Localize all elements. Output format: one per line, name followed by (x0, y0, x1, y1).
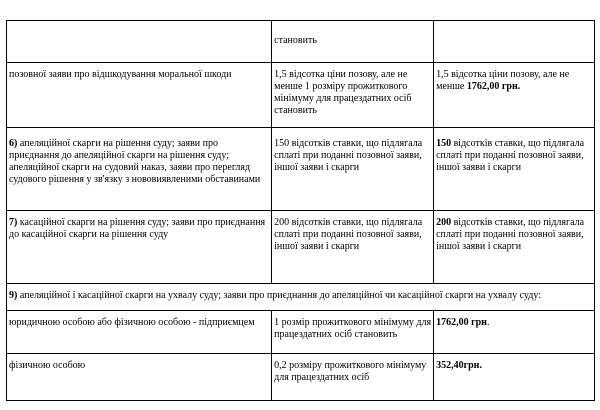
cell-section-heading (7, 284, 595, 311)
amount-text: відсотків ставки, що підлягала сплаті при поданні позовної заяви, іншої заяви і скарги (436, 217, 585, 252)
item-number: 9) (9, 290, 18, 301)
cell-rate: 1,5 відсотка ціни позову, але не менше 1 розміру прожиткового мінімуму для працездатних осіб становить (272, 63, 434, 128)
cell-subject (7, 211, 272, 284)
cell-subject (7, 21, 272, 63)
table-row (7, 284, 595, 311)
table-row (7, 21, 595, 63)
table-row (7, 354, 595, 401)
cell-amount (434, 63, 595, 128)
amount-text: 1,5 відсотка ціни позову, але не менше (436, 69, 570, 92)
section-text: апеляційної і касаційної скарги на ухвалу суду; заяви про приєднання до апеляційної чи касаційної скарги на ухвалу суду: (17, 290, 541, 301)
table-row (7, 128, 595, 211)
item-number: 6) (9, 138, 18, 149)
amount-value: 150 (436, 138, 452, 149)
cell-rate: 150 відсотків ставки, що підлягала сплаті при поданні позовної заяви, іншої заяви і скарги (272, 128, 434, 211)
cell-amount (434, 128, 595, 211)
item-number: 7) (9, 217, 18, 228)
subject-text: апеляційної скарги на рішення суду; заяви про приєднання до апеляційної скарги на рішення суду; апеляційної скарги на судовий наказ, заяви про перегляд судового рішення у зв'язку з нововиявленими обставинами (9, 138, 261, 185)
cell-subject: фізичною особою (7, 354, 272, 401)
cell-rate: 1 розмір прожиткового мінімуму для працездатних осіб становить (272, 311, 434, 354)
amount-value: 1762,00 грн (436, 317, 487, 328)
cell-amount (434, 211, 595, 284)
table-row (7, 311, 595, 354)
amount-text: . (486, 317, 490, 328)
cell-rate: 0,2 розміру прожиткового мінімуму для працездатних осіб (272, 354, 434, 401)
cell-amount (434, 354, 595, 401)
amount-text: відсотків ставки, що підлягала сплаті при поданні позовної заяви, іншої заяви і скарги (436, 138, 585, 173)
cell-amount (434, 311, 595, 354)
cell-rate: становить (272, 21, 434, 63)
table-row (7, 211, 595, 284)
amount-value: 1762,00 грн. (466, 81, 521, 92)
table-row (7, 63, 595, 128)
subject-text: касаційної скарги на рішення суду; заяви про приєднання до касаційної скарги на рішення суду (9, 217, 266, 240)
cell-subject (7, 128, 272, 211)
amount-value: 200 (436, 217, 452, 228)
amount-value: 352,40грн. (436, 360, 482, 371)
court-fee-table (6, 20, 595, 401)
cell-subject: юридичною особою або фізичною особою - підприємцем (7, 311, 272, 354)
cell-amount (434, 21, 595, 63)
cell-rate: 200 відсотків ставки, що підлягала сплаті при поданні позовної заяви, іншої заяви і скарги (272, 211, 434, 284)
cell-subject: позовної заяви про відшкодування моральної шкоди (7, 63, 272, 128)
